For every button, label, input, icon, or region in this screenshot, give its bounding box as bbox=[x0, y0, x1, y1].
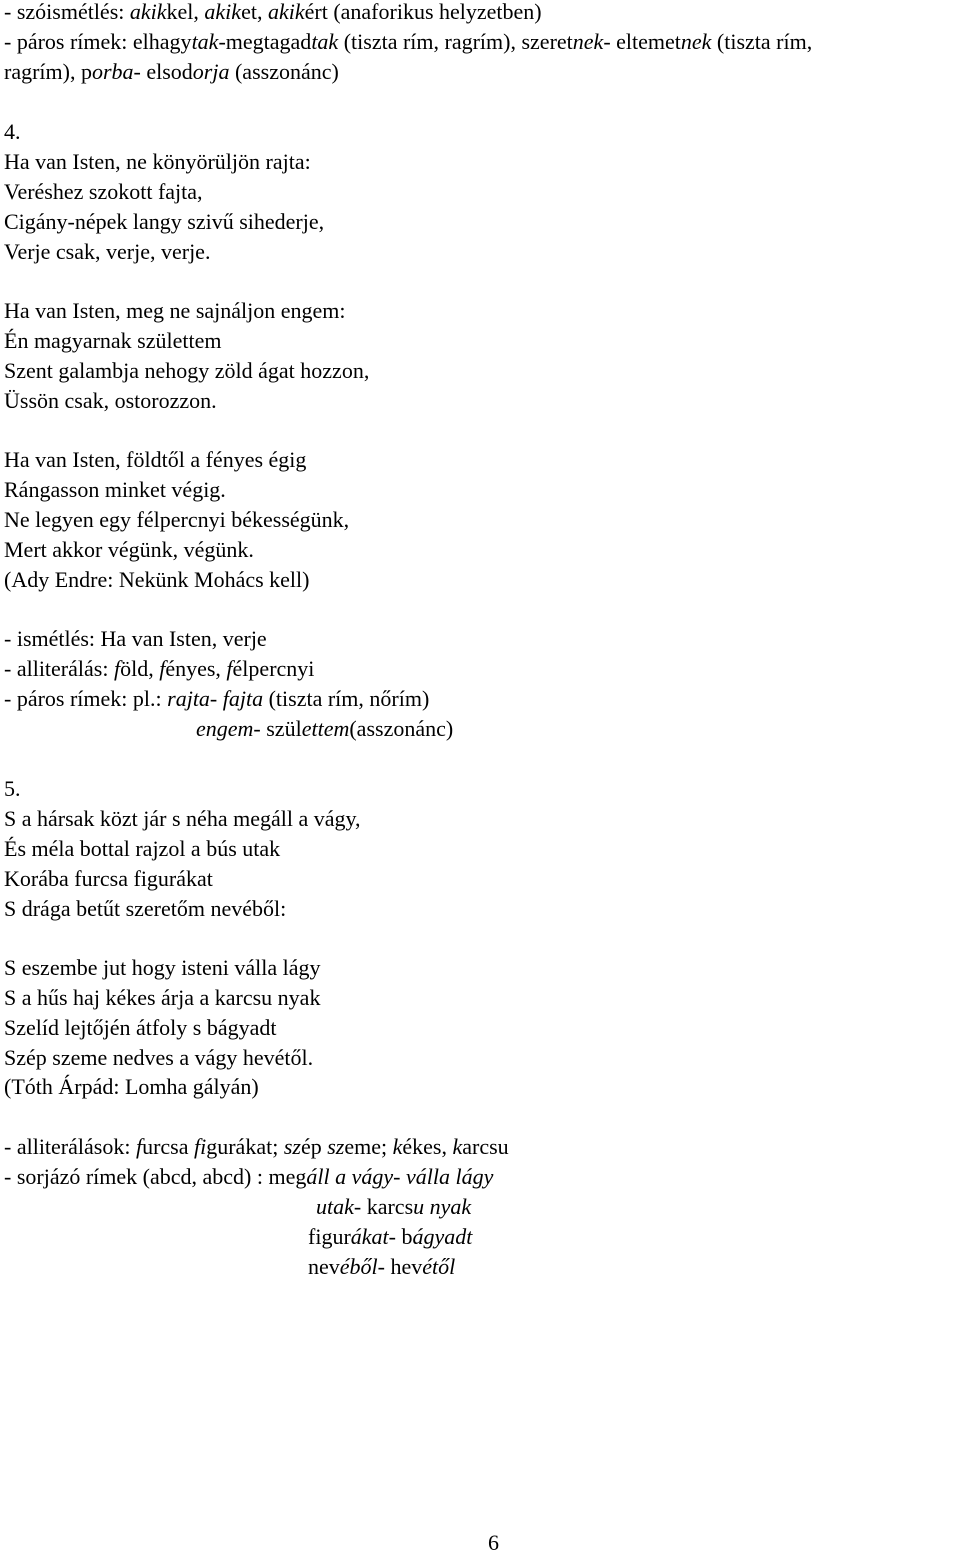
italic-segment: k bbox=[452, 1134, 463, 1159]
text-segment: urcsa bbox=[142, 1134, 194, 1159]
text-segment: - eltemet bbox=[603, 29, 681, 54]
italic-segment: nek bbox=[572, 29, 604, 54]
italic-segment: akik bbox=[204, 0, 242, 24]
text-line bbox=[4, 505, 349, 535]
text-segment: ép bbox=[300, 1134, 328, 1159]
text-segment: Cigány-népek langy szivű sihederje, bbox=[4, 209, 325, 234]
text-segment: (asszonánc) bbox=[349, 716, 454, 741]
italic-segment: tak bbox=[311, 29, 339, 54]
italic-segment: utak bbox=[316, 1194, 354, 1219]
text-line bbox=[4, 565, 309, 595]
text-line bbox=[4, 983, 320, 1013]
text-line bbox=[4, 624, 267, 654]
italic-segment: ágyadt bbox=[412, 1224, 473, 1249]
text-segment: -megtagad bbox=[218, 29, 312, 54]
text-segment: - bbox=[393, 1164, 406, 1189]
text-line bbox=[4, 804, 361, 834]
italic-segment: fi bbox=[194, 1134, 207, 1159]
text-segment: Én magyarnak születtem bbox=[4, 328, 222, 353]
text-segment: Rángasson minket végig. bbox=[4, 477, 226, 502]
text-segment: (tiszta rím, bbox=[711, 29, 813, 54]
text-line bbox=[4, 356, 369, 386]
text-line bbox=[4, 894, 286, 924]
text-segment: (Ady Endre: Nekünk Mohács kell) bbox=[4, 567, 310, 592]
text-segment: - sorjázó rímek (abcd, abcd) : meg bbox=[4, 1164, 307, 1189]
italic-segment: válla lágy bbox=[405, 1164, 494, 1189]
text-line bbox=[4, 57, 339, 87]
italic-segment: sz bbox=[327, 1134, 345, 1159]
italic-segment: ákat bbox=[350, 1224, 389, 1249]
text-line bbox=[4, 834, 280, 864]
italic-segment: áll a vágy bbox=[306, 1164, 394, 1189]
italic-segment: akik bbox=[129, 0, 167, 24]
text-segment: kel, bbox=[166, 0, 205, 24]
text-segment: ékes, bbox=[402, 1134, 453, 1159]
italic-segment: orba bbox=[91, 59, 134, 84]
text-line bbox=[4, 1043, 313, 1073]
text-segment: S a hűs haj kékes árja a karcsu nyak bbox=[4, 985, 321, 1010]
text-line bbox=[196, 714, 453, 744]
text-line bbox=[4, 386, 217, 416]
text-segment: - karcs bbox=[353, 1194, 414, 1219]
italic-segment: akik bbox=[267, 0, 305, 24]
text-line bbox=[4, 535, 254, 565]
text-line bbox=[308, 1252, 455, 1282]
text-segment: Mert akkor végünk, végünk. bbox=[4, 537, 254, 562]
italic-segment: orja bbox=[192, 59, 230, 84]
text-segment: Ha van Isten, ne könyörüljön rajta: bbox=[4, 149, 311, 174]
text-segment: Üssön csak, ostorozzon. bbox=[4, 388, 217, 413]
text-segment: Szelíd lejtőjén átfoly s bágyadt bbox=[4, 1015, 277, 1040]
text-segment: 5. bbox=[4, 776, 21, 801]
text-segment: Veréshez szokott fajta, bbox=[4, 179, 203, 204]
text-line bbox=[316, 1192, 471, 1222]
text-segment: - hev bbox=[377, 1254, 423, 1279]
text-line bbox=[308, 1222, 472, 1252]
italic-segment: tak bbox=[191, 29, 219, 54]
text-line bbox=[4, 1162, 493, 1192]
italic-segment: ettem bbox=[301, 716, 350, 741]
text-segment: - páros rímek: pl.: bbox=[4, 686, 168, 711]
text-line bbox=[4, 296, 346, 326]
text-line bbox=[4, 117, 21, 147]
text-line bbox=[4, 953, 321, 983]
text-segment: öld, bbox=[120, 656, 160, 681]
text-line bbox=[4, 0, 542, 27]
text-segment: - páros rímek: elhagy bbox=[4, 29, 192, 54]
text-segment: S a hársak közt jár s néha megáll a vágy, bbox=[4, 806, 361, 831]
italic-segment: rajta- fajta bbox=[167, 686, 264, 711]
italic-segment: f bbox=[159, 656, 166, 681]
text-segment: élpercnyi bbox=[232, 656, 315, 681]
text-segment: - szóismétlés: bbox=[4, 0, 130, 24]
italic-segment: f bbox=[113, 656, 121, 681]
text-segment: - b bbox=[388, 1224, 413, 1249]
italic-segment: f bbox=[226, 656, 233, 681]
italic-segment: f bbox=[135, 1134, 143, 1159]
text-segment: (tiszta rím, nőrím) bbox=[263, 686, 430, 711]
text-line bbox=[4, 27, 812, 57]
text-segment: Verje csak, verje, verje. bbox=[4, 239, 211, 264]
text-segment: arcsu bbox=[462, 1134, 509, 1159]
text-segment: szül bbox=[260, 716, 302, 741]
text-segment: - elsod bbox=[133, 59, 193, 84]
text-segment: eme; bbox=[344, 1134, 393, 1159]
text-segment: figur bbox=[308, 1224, 351, 1249]
text-segment: (tiszta rím, ragrím), szeret bbox=[338, 29, 573, 54]
italic-segment: nek bbox=[680, 29, 712, 54]
text-segment: ragrím), p bbox=[4, 59, 92, 84]
text-line bbox=[4, 1072, 259, 1102]
italic-segment: u nyak bbox=[413, 1194, 472, 1219]
text-segment: ényes, bbox=[165, 656, 227, 681]
text-line bbox=[4, 237, 210, 267]
italic-segment: engem- bbox=[196, 716, 261, 741]
text-segment: (asszonánc) bbox=[229, 59, 339, 84]
text-segment: - alliterálás: bbox=[4, 656, 114, 681]
text-line bbox=[4, 475, 226, 505]
text-segment: Szent galambja nehogy zöld ágat hozzon, bbox=[4, 358, 370, 383]
text-line bbox=[4, 654, 314, 684]
text-line bbox=[4, 147, 311, 177]
text-line bbox=[4, 207, 324, 237]
text-segment: Ha van Isten, meg ne sajnáljon engem: bbox=[4, 298, 346, 323]
text-segment: (Tóth Árpád: Lomha gályán) bbox=[4, 1074, 259, 1099]
text-segment: ért (anaforikus helyzetben) bbox=[304, 0, 542, 24]
text-line bbox=[4, 774, 21, 804]
text-segment: 4. bbox=[4, 119, 21, 144]
text-segment: S drága betűt szeretőm nevéből: bbox=[4, 896, 287, 921]
text-line bbox=[4, 177, 203, 207]
text-segment: Korába furcsa figurákat bbox=[4, 866, 213, 891]
text-segment: S eszembe jut hogy isteni válla lágy bbox=[4, 955, 321, 980]
text-segment: Ha van Isten, földtől a fényes égig bbox=[4, 447, 307, 472]
text-segment: et, bbox=[241, 0, 268, 24]
text-line bbox=[4, 864, 213, 894]
text-segment: És méla bottal rajzol a bús utak bbox=[4, 836, 281, 861]
text-line bbox=[4, 326, 221, 356]
text-segment: gurákat; bbox=[206, 1134, 284, 1159]
text-segment: Ne legyen egy félpercnyi békességünk, bbox=[4, 507, 350, 532]
italic-segment: k bbox=[392, 1134, 403, 1159]
text-segment: - alliterálások: bbox=[4, 1134, 136, 1159]
text-segment: - ismétlés: Ha van Isten, verje bbox=[4, 626, 267, 651]
text-segment: Szép szeme nedves a vágy hevétől. bbox=[4, 1045, 314, 1070]
italic-segment: étől bbox=[422, 1254, 456, 1279]
italic-segment: sz bbox=[283, 1134, 301, 1159]
text-line bbox=[4, 445, 306, 475]
text-line bbox=[4, 1132, 509, 1162]
text-line bbox=[4, 684, 429, 714]
italic-segment: éből bbox=[339, 1254, 378, 1279]
text-line bbox=[4, 1013, 277, 1043]
text-segment: nev bbox=[308, 1254, 340, 1279]
page-number: 6 bbox=[488, 1530, 499, 1555]
